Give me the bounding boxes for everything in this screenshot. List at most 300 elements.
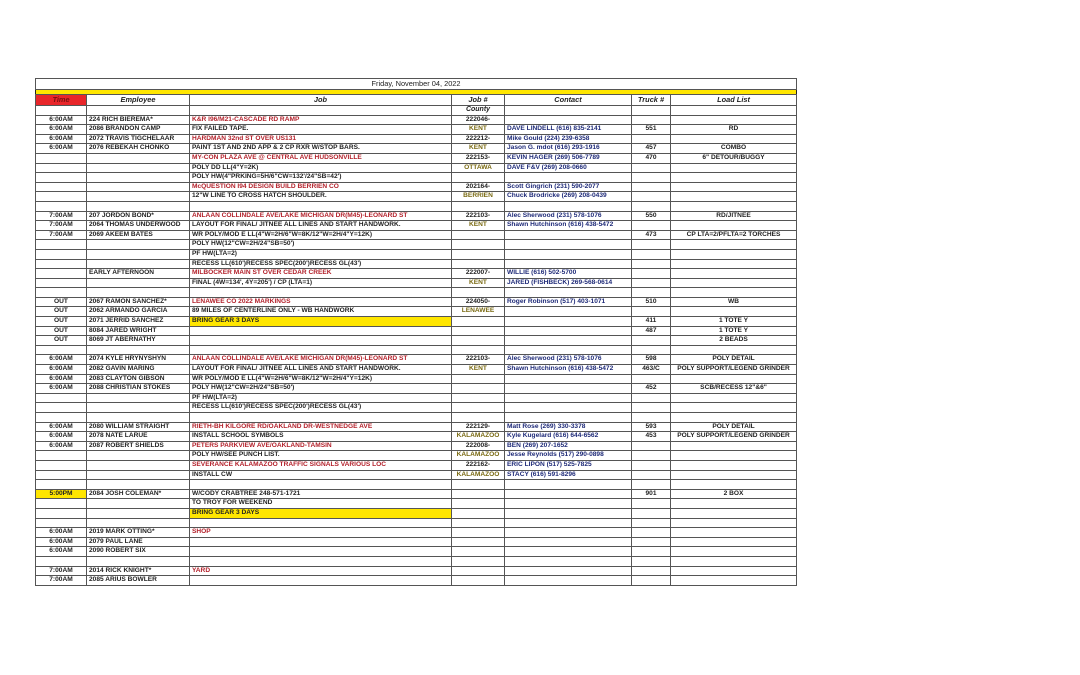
load-cell xyxy=(671,374,797,384)
employee-cell: 224 RICH BIEREMA* xyxy=(87,115,190,125)
time-cell: 6:00AM xyxy=(36,144,87,154)
time-cell xyxy=(36,508,87,518)
county-header-row xyxy=(36,106,797,116)
empty-cell xyxy=(505,480,632,490)
truck-cell xyxy=(632,192,671,202)
job-cell: FIX FAILED TAPE. xyxy=(190,125,452,135)
load-cell xyxy=(671,547,797,557)
load-cell xyxy=(671,240,797,250)
jobno-cell: KALAMAZOO xyxy=(452,432,505,442)
header-truck: Truck # xyxy=(632,95,671,106)
time-cell: 6:00AM xyxy=(36,134,87,144)
empty-cell xyxy=(452,413,505,423)
empty-cell xyxy=(87,413,190,423)
jobno-cell xyxy=(452,499,505,509)
load-cell xyxy=(671,528,797,538)
truck-cell xyxy=(632,451,671,461)
load-cell xyxy=(671,192,797,202)
truck-cell: 463/C xyxy=(632,365,671,375)
load-cell: 2 BOX xyxy=(671,489,797,499)
contact-cell: STACY (616) 591-8296 xyxy=(505,470,632,480)
time-cell: 6:00AM xyxy=(36,355,87,365)
contact-cell: Scott Gingrich (231) 590-2077 xyxy=(505,182,632,192)
schedule-table xyxy=(35,78,797,586)
jobno-cell: 222212- xyxy=(452,134,505,144)
table-row xyxy=(36,297,797,307)
contact-cell: WILLIE (616) 502-5700 xyxy=(505,269,632,279)
load-cell xyxy=(671,393,797,403)
job-cell: LENAWEE CO 2022 MARKINGS xyxy=(190,297,452,307)
employee-cell: 2090 ROBERT SIX xyxy=(87,547,190,557)
truck-cell: 487 xyxy=(632,326,671,336)
load-cell: CP LTA=2/PFLTA=2 TORCHES xyxy=(671,230,797,240)
time-cell xyxy=(36,240,87,250)
employee-cell: 2062 ARMANDO GARCIA xyxy=(87,307,190,317)
job-cell: LAYOUT FOR FINAL/ JITNEE ALL LINES AND START HANDWORK. xyxy=(190,365,452,375)
truck-cell: 411 xyxy=(632,317,671,327)
header-load: Load List xyxy=(671,95,797,106)
table-row xyxy=(36,144,797,154)
truck-cell xyxy=(632,470,671,480)
contact-cell: JARED (FISHBECK) 269-568-0614 xyxy=(505,278,632,288)
employee-cell: 2072 TRAVIS TIGCHELAAR xyxy=(87,134,190,144)
employee-cell: 2069 AKEEM BATES xyxy=(87,230,190,240)
job-cell: PF HW(LTA=2) xyxy=(190,393,452,403)
empty-cell xyxy=(87,201,190,211)
jobno-cell: KALAMAZOO xyxy=(452,451,505,461)
empty-cell xyxy=(36,518,87,528)
truck-cell: 551 xyxy=(632,125,671,135)
job-cell: WR POLY/MOD E LL(4"W=2H/6"W=8K/12"W=2H/4"Y=12K) xyxy=(190,374,452,384)
time-cell xyxy=(36,470,87,480)
job-cell: McQUESTION I94 DESIGN BUILD BERRIEN CO xyxy=(190,182,452,192)
contact-cell xyxy=(505,393,632,403)
time-cell: 6:00AM xyxy=(36,384,87,394)
truck-cell xyxy=(632,336,671,346)
contact-cell xyxy=(505,317,632,327)
employee-cell: 2083 CLAYTON GIBSON xyxy=(87,374,190,384)
time-cell: OUT xyxy=(36,297,87,307)
empty-cell xyxy=(452,518,505,528)
truck-cell xyxy=(632,537,671,547)
table-row xyxy=(36,518,797,528)
truck-cell xyxy=(632,393,671,403)
time-cell: OUT xyxy=(36,326,87,336)
table-row xyxy=(36,547,797,557)
load-cell xyxy=(671,508,797,518)
empty-cell xyxy=(671,201,797,211)
employee-cell xyxy=(87,240,190,250)
job-cell: MILBOCKER MAIN ST OVER CEDAR CREEK xyxy=(190,269,452,279)
time-cell xyxy=(36,192,87,202)
truck-cell: 470 xyxy=(632,153,671,163)
jobno-cell: KENT xyxy=(452,278,505,288)
contact-cell xyxy=(505,336,632,346)
empty-cell xyxy=(632,480,671,490)
empty-cell xyxy=(632,556,671,566)
load-cell: POLY SUPPORT/LEGEND GRINDER xyxy=(671,365,797,375)
job-cell: POLY HW(12"CW=2H/24"SB=50') xyxy=(190,384,452,394)
load-cell: POLY DETAIL xyxy=(671,422,797,432)
table-row xyxy=(36,211,797,221)
employee-cell: 2014 RICK KNIGHT* xyxy=(87,566,190,576)
load-cell: 1 TOTE Y xyxy=(671,317,797,327)
jobno-cell xyxy=(452,403,505,413)
load-cell: POLY DETAIL xyxy=(671,355,797,365)
load-cell xyxy=(671,134,797,144)
truck-cell xyxy=(632,115,671,125)
table-row xyxy=(36,384,797,394)
load-cell xyxy=(671,278,797,288)
job-cell: K&R I96/M21-CASCADE RD RAMP xyxy=(190,115,452,125)
table-row xyxy=(36,480,797,490)
load-cell xyxy=(671,249,797,259)
employee-cell xyxy=(87,163,190,173)
employee-cell xyxy=(87,393,190,403)
time-cell: 6:00AM xyxy=(36,365,87,375)
time-cell xyxy=(36,393,87,403)
contact-cell: BEN (269) 207-1652 xyxy=(505,441,632,451)
table-row xyxy=(36,451,797,461)
jobno-cell xyxy=(452,336,505,346)
employee-cell: 2087 ROBERT SHIELDS xyxy=(87,441,190,451)
table-row xyxy=(36,278,797,288)
employee-cell xyxy=(87,182,190,192)
time-cell: 6:00AM xyxy=(36,422,87,432)
jobno-cell: LENAWEE xyxy=(452,307,505,317)
job-cell xyxy=(190,576,452,586)
time-cell xyxy=(36,499,87,509)
jobno-cell xyxy=(452,240,505,250)
table-row xyxy=(36,413,797,423)
table-row xyxy=(36,259,797,269)
header-county: County xyxy=(452,106,505,116)
time-cell xyxy=(36,182,87,192)
load-cell xyxy=(671,173,797,183)
employee-cell: 2076 REBEKAH CHONKO xyxy=(87,144,190,154)
employee-cell: 2084 JOSH COLEMAN* xyxy=(87,489,190,499)
truck-cell xyxy=(632,566,671,576)
time-cell: 6:00AM xyxy=(36,374,87,384)
contact-cell: ERIC LIPON (517) 525-7825 xyxy=(505,460,632,470)
job-cell: LAYOUT FOR FINAL/ JITNEE ALL LINES AND START HANDWORK. xyxy=(190,221,452,231)
table-row xyxy=(36,134,797,144)
job-cell: 89 MILES OF CENTERLINE ONLY - WB HANDWORK xyxy=(190,307,452,317)
contact-cell xyxy=(505,499,632,509)
time-cell: 7:00AM xyxy=(36,221,87,231)
table-row xyxy=(36,125,797,135)
table-row xyxy=(36,556,797,566)
employee-cell: 2079 PAUL LANE xyxy=(87,537,190,547)
time-cell: 5:00PM xyxy=(36,489,87,499)
job-cell: W/CODY CRABTREE 248-571-1721 xyxy=(190,489,452,499)
jobno-cell: OTTAWA xyxy=(452,163,505,173)
job-cell: 12"W LINE TO CROSS HATCH SHOULDER. xyxy=(190,192,452,202)
job-cell: POLY HW/SEE PUNCH LIST. xyxy=(190,451,452,461)
contact-cell: Mike Gould (224) 239-6358 xyxy=(505,134,632,144)
job-cell xyxy=(190,336,452,346)
employee-cell: 2085 ARIUS BOWLER xyxy=(87,576,190,586)
load-cell xyxy=(671,566,797,576)
load-cell: COMBO xyxy=(671,144,797,154)
employee-cell xyxy=(87,192,190,202)
table-row xyxy=(36,201,797,211)
jobno-cell: KENT xyxy=(452,144,505,154)
time-cell xyxy=(36,173,87,183)
load-cell xyxy=(671,470,797,480)
truck-cell: 457 xyxy=(632,144,671,154)
employee-cell: EARLY AFTERNOON xyxy=(87,269,190,279)
truck-cell xyxy=(632,576,671,586)
table-row xyxy=(36,355,797,365)
employee-cell xyxy=(87,259,190,269)
truck-cell: 550 xyxy=(632,211,671,221)
table-row xyxy=(36,307,797,317)
employee-cell: 2064 THOMAS UNDERWOOD xyxy=(87,221,190,231)
employee-cell xyxy=(87,451,190,461)
job-cell: POLY HW(4"PRKING=5H/6"CW=132'/24"SB=42') xyxy=(190,173,452,183)
table-row xyxy=(36,288,797,298)
header-employee: Employee xyxy=(87,95,190,106)
employee-cell: 2086 BRANDON CAMP xyxy=(87,125,190,135)
date-title-row xyxy=(36,79,797,90)
jobno-cell xyxy=(452,259,505,269)
contact-cell xyxy=(505,384,632,394)
empty-cell xyxy=(190,518,452,528)
load-cell: POLY SUPPORT/LEGEND GRINDER xyxy=(671,432,797,442)
load-cell xyxy=(671,499,797,509)
contact-cell: Jason G. mdot (616) 293-1916 xyxy=(505,144,632,154)
empty-cell xyxy=(632,413,671,423)
table-row xyxy=(36,173,797,183)
table-row xyxy=(36,374,797,384)
empty-cell xyxy=(36,345,87,355)
table-row xyxy=(36,269,797,279)
employee-cell: 8084 JARED WRIGHT xyxy=(87,326,190,336)
contact-cell xyxy=(505,115,632,125)
jobno-cell xyxy=(452,537,505,547)
table-row xyxy=(36,326,797,336)
empty-cell xyxy=(87,480,190,490)
contact-cell: KEVIN HAGER (269) 506-7789 xyxy=(505,153,632,163)
table-row xyxy=(36,240,797,250)
jobno-cell xyxy=(452,230,505,240)
contact-cell xyxy=(505,547,632,557)
employee-cell: 2067 RAMON SANCHEZ* xyxy=(87,297,190,307)
job-cell: INSTALL CW xyxy=(190,470,452,480)
contact-cell: Kyle Kugelard (616) 644-6562 xyxy=(505,432,632,442)
jobno-cell: 222007- xyxy=(452,269,505,279)
empty-cell xyxy=(452,288,505,298)
empty-cell xyxy=(632,288,671,298)
employee-cell: 2074 KYLE HRYNYSHYN xyxy=(87,355,190,365)
contact-cell xyxy=(505,173,632,183)
jobno-cell: 222162- xyxy=(452,460,505,470)
empty-cell xyxy=(36,288,87,298)
jobno-cell xyxy=(452,566,505,576)
time-cell: 6:00AM xyxy=(36,115,87,125)
truck-cell xyxy=(632,240,671,250)
contact-cell xyxy=(505,259,632,269)
jobno-cell xyxy=(452,393,505,403)
empty-cell xyxy=(671,413,797,423)
jobno-cell xyxy=(452,547,505,557)
time-cell: 6:00AM xyxy=(36,528,87,538)
truck-cell xyxy=(632,374,671,384)
truck-cell: 598 xyxy=(632,355,671,365)
time-cell xyxy=(36,259,87,269)
load-cell xyxy=(671,537,797,547)
job-cell: INSTALL SCHOOL SYMBOLS xyxy=(190,432,452,442)
table-row xyxy=(36,230,797,240)
contact-cell: Alec Sherwood (231) 578-1076 xyxy=(505,211,632,221)
job-cell: YARD xyxy=(190,566,452,576)
truck-cell xyxy=(632,460,671,470)
employee-cell xyxy=(87,278,190,288)
employee-cell xyxy=(87,173,190,183)
table-row xyxy=(36,441,797,451)
load-cell xyxy=(671,451,797,461)
truck-cell: 473 xyxy=(632,230,671,240)
table-row xyxy=(36,508,797,518)
empty-cell xyxy=(505,345,632,355)
table-row xyxy=(36,470,797,480)
empty-cell xyxy=(452,345,505,355)
table-row xyxy=(36,499,797,509)
jobno-cell: BERRIEN xyxy=(452,192,505,202)
contact-cell xyxy=(505,249,632,259)
job-cell: HARDMAN 32nd ST OVER US131 xyxy=(190,134,452,144)
empty-cell xyxy=(190,556,452,566)
table-row xyxy=(36,221,797,231)
job-cell xyxy=(190,547,452,557)
contact-cell xyxy=(505,508,632,518)
truck-cell: 510 xyxy=(632,297,671,307)
truck-cell xyxy=(632,547,671,557)
job-cell: FINAL (4W=134', 4Y=205') / CP (LTA=1) xyxy=(190,278,452,288)
load-cell xyxy=(671,115,797,125)
contact-cell: Shawn Hutchinson (616) 438-5472 xyxy=(505,221,632,231)
jobno-cell: 202164- xyxy=(452,182,505,192)
employee-cell xyxy=(87,403,190,413)
time-cell xyxy=(36,460,87,470)
load-cell xyxy=(671,182,797,192)
table-row xyxy=(36,365,797,375)
truck-cell xyxy=(632,134,671,144)
truck-cell xyxy=(632,182,671,192)
table-row xyxy=(36,182,797,192)
truck-cell xyxy=(632,269,671,279)
employee-cell: 2082 GAVIN MARING xyxy=(87,365,190,375)
job-cell: SHOP xyxy=(190,528,452,538)
time-cell: OUT xyxy=(36,307,87,317)
jobno-cell xyxy=(452,317,505,327)
jobno-cell: 222103- xyxy=(452,355,505,365)
table-row xyxy=(36,403,797,413)
job-cell xyxy=(190,326,452,336)
truck-cell xyxy=(632,528,671,538)
table-row xyxy=(36,336,797,346)
load-cell xyxy=(671,259,797,269)
jobno-cell xyxy=(452,489,505,499)
job-cell: BRING GEAR 3 DAYS xyxy=(190,508,452,518)
empty-cell xyxy=(87,288,190,298)
employee-cell: 8069 JT ABERNATHY xyxy=(87,336,190,346)
truck-cell xyxy=(632,441,671,451)
contact-cell: Jesse Reynolds (517) 290-0898 xyxy=(505,451,632,461)
truck-cell xyxy=(632,173,671,183)
jobno-cell xyxy=(452,173,505,183)
table-row xyxy=(36,422,797,432)
time-cell xyxy=(36,153,87,163)
jobno-cell: KENT xyxy=(452,125,505,135)
empty-cell xyxy=(505,288,632,298)
load-cell xyxy=(671,307,797,317)
truck-cell xyxy=(632,278,671,288)
contact-cell xyxy=(505,576,632,586)
header-job: Job xyxy=(190,95,452,106)
time-cell: 6:00AM xyxy=(36,441,87,451)
empty-cell xyxy=(505,413,632,423)
truck-cell xyxy=(632,307,671,317)
load-cell: 1 TOTE Y xyxy=(671,326,797,336)
jobno-cell: 222046- xyxy=(452,115,505,125)
contact-cell: DAVE F&V (269) 208-0660 xyxy=(505,163,632,173)
load-cell xyxy=(671,163,797,173)
job-cell: ANLAAN COLLINDALE AVE/LAKE MICHIGAN DR(M45)-LEONARD ST xyxy=(190,211,452,221)
time-cell: OUT xyxy=(36,317,87,327)
time-cell xyxy=(36,269,87,279)
load-cell xyxy=(671,576,797,586)
header-time: Time xyxy=(36,95,87,106)
empty-cell xyxy=(671,345,797,355)
jobno-cell xyxy=(452,374,505,384)
employee-cell: 2078 NATE LARUE xyxy=(87,432,190,442)
contact-cell xyxy=(505,537,632,547)
employee-cell: 207 JORDON BOND* xyxy=(87,211,190,221)
contact-cell xyxy=(505,403,632,413)
jobno-cell: 224050- xyxy=(452,297,505,307)
contact-cell: DAVE LINDELL (616) 835-2141 xyxy=(505,125,632,135)
empty-cell xyxy=(190,345,452,355)
empty-cell xyxy=(452,556,505,566)
table-row xyxy=(36,115,797,125)
job-cell: RIETH-BH KILGORE RD/OAKLAND DR-WESTNEDGE AVE xyxy=(190,422,452,432)
time-cell: 6:00AM xyxy=(36,125,87,135)
empty-cell xyxy=(87,518,190,528)
load-cell xyxy=(671,460,797,470)
table-row xyxy=(36,576,797,586)
table-row xyxy=(36,317,797,327)
load-cell xyxy=(671,221,797,231)
job-cell: POLY DD LL(4"Y=2K) xyxy=(190,163,452,173)
time-cell xyxy=(36,451,87,461)
job-cell: WR POLY/MOD E LL(4"W=2H/6"W=8K/12"W=2H/4"Y=12K) xyxy=(190,230,452,240)
contact-cell xyxy=(505,307,632,317)
time-cell: 6:00AM xyxy=(36,547,87,557)
employee-cell: 2088 CHRISTIAN STOKES xyxy=(87,384,190,394)
load-cell: 6" DETOUR/BUGGY xyxy=(671,153,797,163)
truck-cell xyxy=(632,508,671,518)
truck-cell: 901 xyxy=(632,489,671,499)
contact-cell: Roger Robinson (517) 403-1071 xyxy=(505,297,632,307)
load-cell: SCB/RECESS 12"&6" xyxy=(671,384,797,394)
load-cell xyxy=(671,441,797,451)
job-cell: PAINT 1ST AND 2ND APP & 2 CP RXR W/STOP BARS. xyxy=(190,144,452,154)
table-row xyxy=(36,432,797,442)
empty-cell xyxy=(632,201,671,211)
time-cell xyxy=(36,278,87,288)
